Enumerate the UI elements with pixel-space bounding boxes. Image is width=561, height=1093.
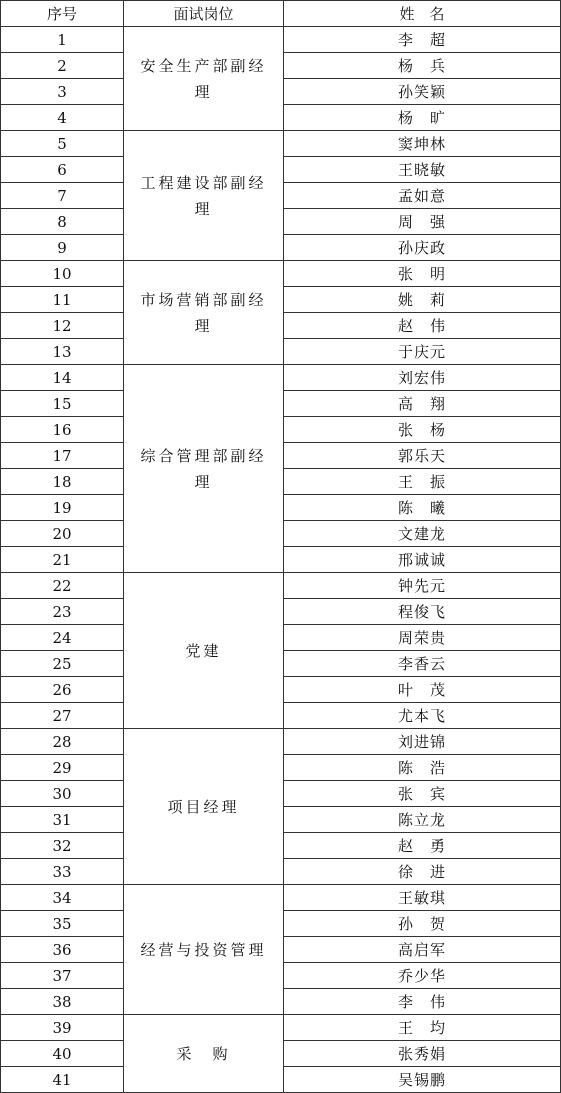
position-cell: 党建: [124, 573, 284, 729]
candidate-name: 邢诚诚: [284, 547, 561, 573]
candidate-name: 钟先元: [284, 573, 561, 599]
candidate-name: 王 均: [284, 1015, 561, 1041]
candidate-name: 孙庆政: [284, 235, 561, 261]
candidate-name: 孙 贺: [284, 911, 561, 937]
candidate-name: 于庆元: [284, 339, 561, 365]
row-number: 33: [1, 859, 124, 885]
candidate-name: 张 宾: [284, 781, 561, 807]
row-number: 16: [1, 417, 124, 443]
candidate-name: 窦坤林: [284, 131, 561, 157]
candidate-name: 周荣贵: [284, 625, 561, 651]
candidate-name: 徐 进: [284, 859, 561, 885]
table-row: [1, 1015, 561, 1041]
row-number: 9: [1, 235, 124, 261]
candidate-name: 李香云: [284, 651, 561, 677]
candidate-name: 陈立龙: [284, 807, 561, 833]
row-number: 35: [1, 911, 124, 937]
candidate-name: 刘进锦: [284, 729, 561, 755]
candidate-name: 李 伟: [284, 989, 561, 1015]
row-number: 39: [1, 1015, 124, 1041]
candidate-name: 赵 勇: [284, 833, 561, 859]
position-cell: 市场营销部副经理: [124, 261, 284, 365]
row-number: 21: [1, 547, 124, 573]
candidate-name: 高 翔: [284, 391, 561, 417]
candidate-name: 叶 茂: [284, 677, 561, 703]
candidate-name: 杨 旷: [284, 105, 561, 131]
row-number: 38: [1, 989, 124, 1015]
candidate-name: 赵 伟: [284, 313, 561, 339]
candidate-name: 文建龙: [284, 521, 561, 547]
position-cell: 综合管理部副经理: [124, 365, 284, 573]
header-position: 面试岗位: [124, 1, 284, 27]
table-row: [1, 729, 561, 755]
row-number: 19: [1, 495, 124, 521]
row-number: 25: [1, 651, 124, 677]
row-number: 2: [1, 53, 124, 79]
table-row: [1, 131, 561, 157]
row-number: 41: [1, 1067, 124, 1093]
candidate-name: 刘宏伟: [284, 365, 561, 391]
row-number: 37: [1, 963, 124, 989]
header-row: [1, 1, 561, 27]
row-number: 24: [1, 625, 124, 651]
row-number: 8: [1, 209, 124, 235]
row-number: 29: [1, 755, 124, 781]
row-number: 20: [1, 521, 124, 547]
header-name: 姓 名: [284, 1, 561, 27]
row-number: 34: [1, 885, 124, 911]
row-number: 17: [1, 443, 124, 469]
row-number: 1: [1, 27, 124, 53]
candidate-name: 王敏琪: [284, 885, 561, 911]
position-cell: 项目经理: [124, 729, 284, 885]
candidate-name: 陈 浩: [284, 755, 561, 781]
row-number: 30: [1, 781, 124, 807]
candidate-name: 王 振: [284, 469, 561, 495]
candidate-name: 郭乐天: [284, 443, 561, 469]
row-number: 32: [1, 833, 124, 859]
table-row: [1, 261, 561, 287]
position-cell: 采 购: [124, 1015, 284, 1093]
table-row: [1, 27, 561, 53]
row-number: 36: [1, 937, 124, 963]
row-number: 23: [1, 599, 124, 625]
candidate-name: 张 明: [284, 261, 561, 287]
row-number: 40: [1, 1041, 124, 1067]
row-number: 28: [1, 729, 124, 755]
candidate-name: 孙笑颖: [284, 79, 561, 105]
position-cell: 工程建设部副经理: [124, 131, 284, 261]
row-number: 12: [1, 313, 124, 339]
candidate-name: 孟如意: [284, 183, 561, 209]
table-body: [1, 27, 561, 1093]
position-cell: 经营与投资管理: [124, 885, 284, 1015]
row-number: 5: [1, 131, 124, 157]
row-number: 11: [1, 287, 124, 313]
candidate-name: 张 杨: [284, 417, 561, 443]
position-cell: 安全生产部副经理: [124, 27, 284, 131]
row-number: 31: [1, 807, 124, 833]
table-row: [1, 573, 561, 599]
candidate-name: 乔少华: [284, 963, 561, 989]
candidate-name: 吴锡鹏: [284, 1067, 561, 1093]
row-number: 7: [1, 183, 124, 209]
row-number: 18: [1, 469, 124, 495]
candidate-name: 程俊飞: [284, 599, 561, 625]
candidate-name: 高启军: [284, 937, 561, 963]
candidate-name: 周 强: [284, 209, 561, 235]
row-number: 13: [1, 339, 124, 365]
row-number: 27: [1, 703, 124, 729]
candidate-name: 陈 曦: [284, 495, 561, 521]
candidate-name: 姚 莉: [284, 287, 561, 313]
row-number: 3: [1, 79, 124, 105]
row-number: 10: [1, 261, 124, 287]
header-no: 序号: [1, 1, 124, 27]
candidate-name: 王晓敏: [284, 157, 561, 183]
candidate-name: 张秀娟: [284, 1041, 561, 1067]
candidate-name: 尤本飞: [284, 703, 561, 729]
row-number: 14: [1, 365, 124, 391]
row-number: 6: [1, 157, 124, 183]
row-number: 15: [1, 391, 124, 417]
table-row: [1, 365, 561, 391]
table-row: [1, 885, 561, 911]
row-number: 26: [1, 677, 124, 703]
candidate-name: 杨 兵: [284, 53, 561, 79]
row-number: 4: [1, 105, 124, 131]
candidate-name: 李 超: [284, 27, 561, 53]
row-number: 22: [1, 573, 124, 599]
